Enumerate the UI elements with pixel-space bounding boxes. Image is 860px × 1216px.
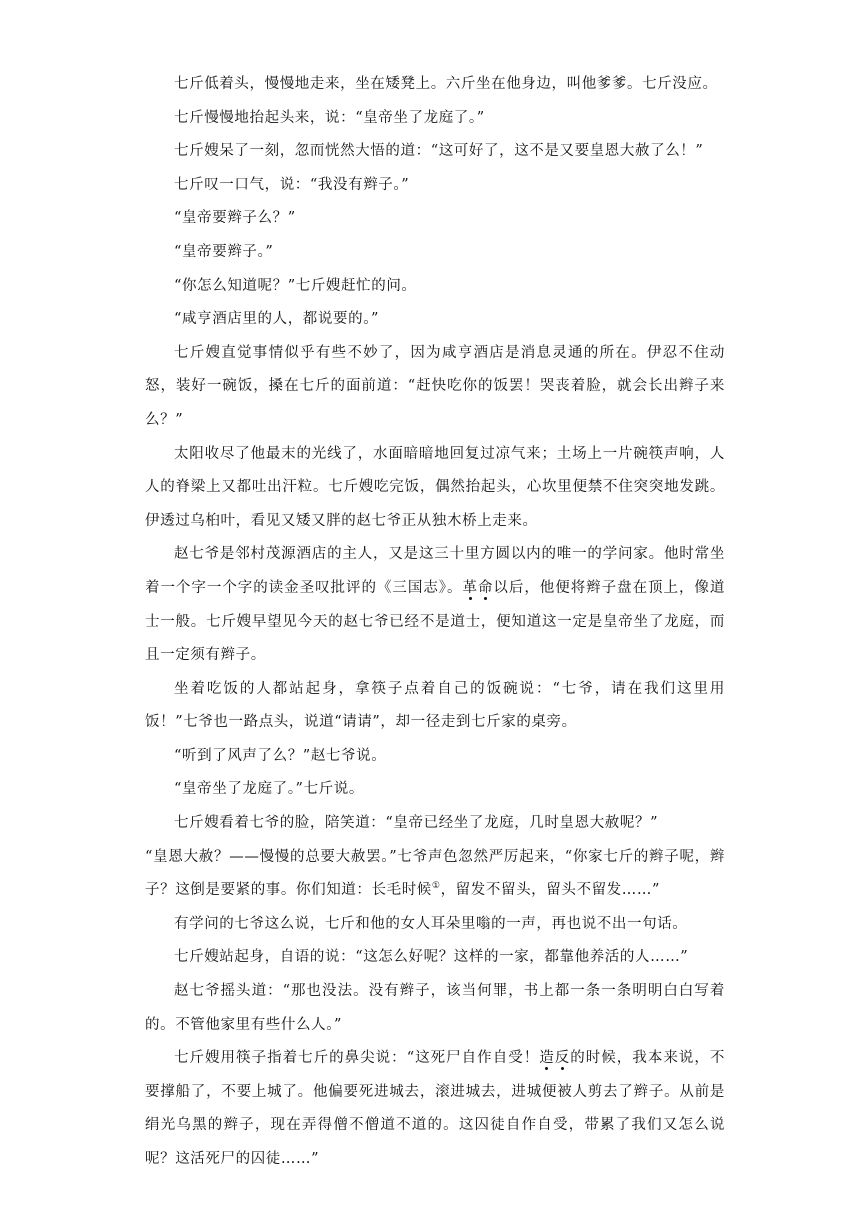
paragraph: 赵七爷摇头道：“那也没法。没有辫子，该当何罪，书上都一条一条明明白白写着的。不管他家里有些什么人。” [145,983,725,1033]
footnote-marker: ① [431,881,441,892]
paragraph: 七斤嫂呆了一刻，忽而恍然大悟的道：“这可好了，这不是又要皇恩大赦了么！” [174,143,704,160]
paragraph: 七斤低着头，慢慢地走来，坐在矮凳上。六斤坐在他身边，叫他爹爹。七斤没应。 [174,76,718,92]
paragraph: 七斤嫂看着七爷的脸，陪笑道：“皇帝已经坐了龙庭，几时皇恩大赦呢？” [174,815,659,832]
text-run: ，留发不留头，留头不留发……” [440,882,660,899]
paragraph: “皇帝要辫子。” [174,243,274,260]
paragraph: 七斤嫂站起身，自语的说：“这怎么好呢？这样的一家，都靠他养活的人……” [174,949,689,966]
paragraph: “皇帝要辫子么？” [174,210,296,227]
text-run: “皇恩大赦？——慢慢的总要大赦罢。”七爷声色忽然严厉起来，“你家七斤的辫子呢，辫子？这倒是要紧的事。你们知道：长毛时候 [145,848,725,899]
paragraph: “皇帝坐了龙庭了。”七斤说。 [174,781,364,798]
text-run: 七斤嫂用筷子指着七斤的鼻尖说：“这死尸自作自受！ [174,1050,540,1067]
paragraph: “听到了风声了么？”赵七爷说。 [174,747,387,764]
paragraph [145,841,725,908]
paragraph [145,538,725,672]
paragraph: “你怎么知道呢？”七斤嫂赶忙的问。 [174,277,417,294]
emphasis-dot-char: 反 [554,1050,571,1067]
paragraph: 太阳收尽了他最末的光线了，水面暗暗地回复过凉气来；土场上一片碗筷声响，人人的脊梁上又都吐出汗粒。七斤嫂吃完饭，偶然抬起头，心坎里便禁不住突突地发跳。伊透过乌桕叶，看见又矮又胖的赵七爷正从独木桥上走来。 [145,445,725,529]
text-run: 赵七爷是邻村茂源酒店的主人，又是这三十里方圆以内的唯一的学问家。他时常坐着一个字一个字的读金圣叹批评的《三国志》。 [145,546,725,596]
document-body [145,68,725,1177]
paragraph: “咸亨酒店里的人，都说要的。” [174,311,380,328]
paragraph: 七斤叹一口气，说：“我没有辫子。” [174,176,410,193]
paragraph: 坐着吃饭的人都站起身，拿筷子点着自己的饭碗说：“七爷，请在我们这里用饭！”七爷也一路点头，说道“请请”，却一径走到七斤家的桌旁。 [145,680,725,731]
text-run: 以后，他便将辫子盘在顶上，像道士一般。七斤嫂早望见今天的赵七爷已经不是道士，便知道这一定是皇帝坐了龙庭，而且一定须有辫子。 [145,579,725,664]
emphasis-dot-char: 命 [477,579,494,596]
emphasis-dot-char: 革 [462,579,478,596]
text-run: 的时候，我本来说，不要撑船了，不要上城了。他偏要死进城去，滚进城去，进城便被人剪去了辫子。从前是绢光乌黑的辫子，现在弄得僧不僧道不道的。这囚徒自作自受，带累了我们又怎么说呢？这活死尸的囚徒……” [145,1050,725,1167]
emphasis-dot-char: 造 [539,1050,555,1067]
paragraph: 七斤慢慢地抬起头来，说：“皇帝坐了龙庭了。” [174,109,485,126]
paragraph [145,1042,725,1176]
paragraph: 有学问的七爷这么说，七斤和他的女人耳朵里嗡的一声，再也说不出一句话。 [174,915,688,932]
paragraph: 七斤嫂直觉事情似乎有些不妙了，因为咸亨酒店是消息灵通的所在。伊忍不住动怒，装好一碗饭，搡在七斤的面前道：“赶快吃你的饭罢！哭丧着脸，就会长出辫子来么？” [145,344,725,428]
